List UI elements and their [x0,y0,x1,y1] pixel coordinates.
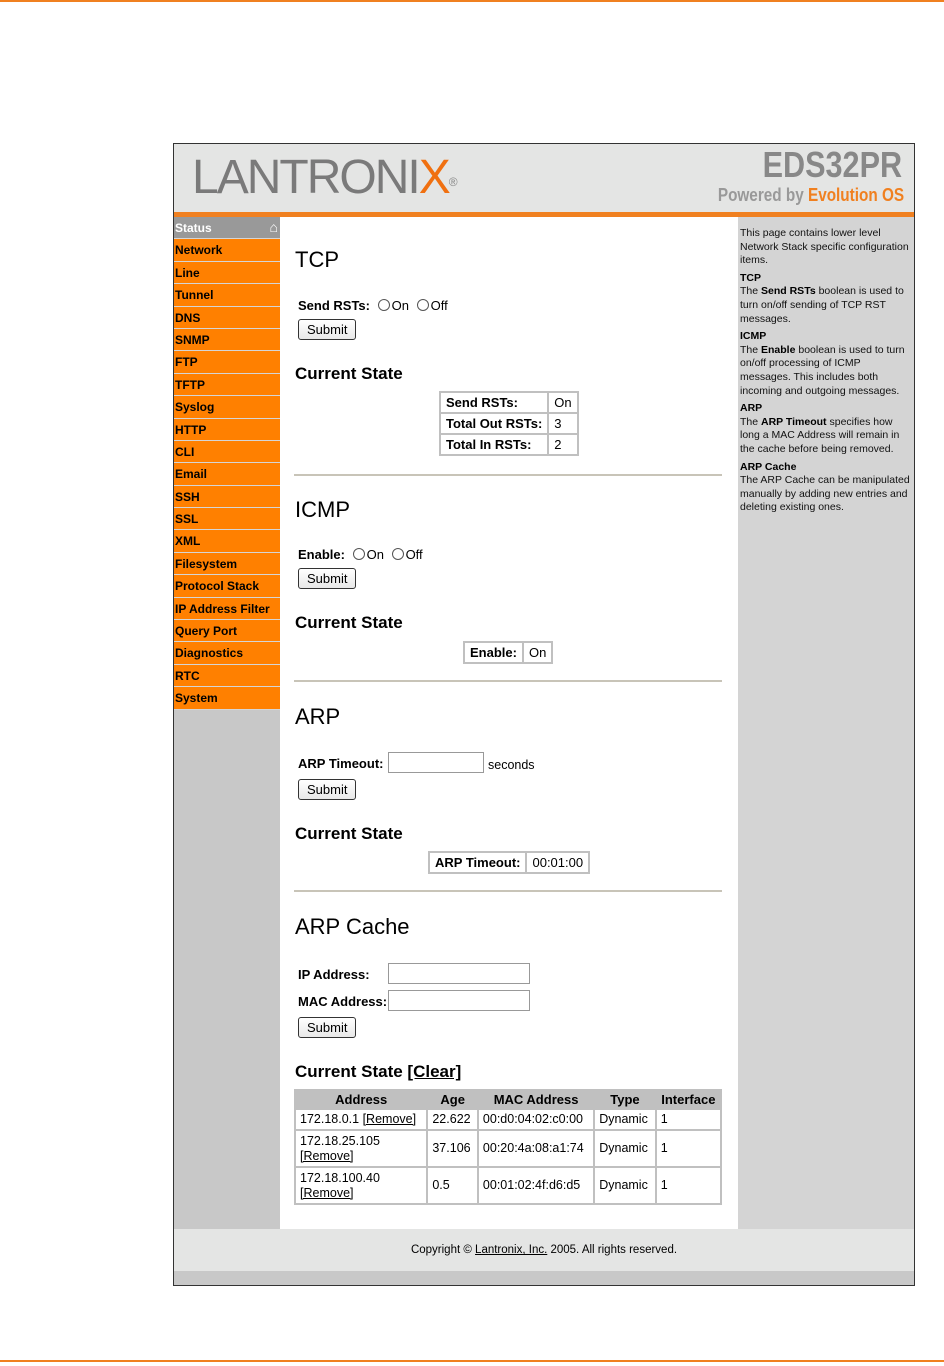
arp-submit-button[interactable]: Submit [298,779,356,800]
bottom-rule [0,1360,944,1362]
state-value: 3 [549,414,576,433]
column-header: Interface [657,1091,720,1108]
column-header: Address [296,1091,426,1108]
table-row [296,1168,720,1203]
sidebar-item-label: Protocol Stack [175,579,260,594]
sidebar-item-ssh[interactable] [174,486,280,508]
remove-link[interactable]: [Remove] [362,1112,417,1126]
divider [294,474,722,476]
state-value: 2 [549,435,576,454]
enable-on-radio[interactable] [353,548,365,560]
state-value: On [549,393,576,412]
sidebar-item-label: Query Port [175,624,238,639]
table-header [296,1091,720,1108]
arp-cache-table [294,1089,722,1205]
address-cell: 172.18.25.105 [Remove] [296,1131,426,1166]
main-content [280,217,738,1229]
column-header: MAC Address [479,1091,593,1108]
icmp-submit-button[interactable]: Submit [298,568,356,589]
sidebar-item-label: HTTP [175,422,207,437]
sidebar-item-filesystem[interactable] [174,553,280,575]
cell: Dynamic [595,1168,654,1203]
icmp-current-state-title: Current State [295,613,403,632]
arp-state-table [428,851,590,874]
cell: 00:01:02:4f:d6:d5 [479,1168,593,1203]
sidebar-item-dns[interactable] [174,307,280,329]
sidebar-item-ftp[interactable] [174,351,280,373]
sidebar-item-snmp[interactable] [174,329,280,351]
sidebar-item-tftp[interactable] [174,374,280,396]
sidebar-item-label: Diagnostics [175,646,244,661]
sidebar-item-label: Status [175,221,212,235]
cell: Dynamic [595,1131,654,1166]
lantronix-logo: LANTRONIX® [192,151,456,204]
tcp-current-state-title: Current State [295,364,403,383]
sidebar-item-label: Tunnel [175,288,214,303]
sidebar-item-label: SSH [175,489,200,504]
sidebar-item-line[interactable] [174,262,280,284]
sidebar-item-syslog[interactable] [174,396,280,418]
sidebar-item-label: Network [175,243,223,258]
state-value: 00:01:00 [527,853,588,872]
sidebar-item-query-port[interactable] [174,620,280,642]
cell: 00:d0:04:02:c0:00 [479,1110,593,1129]
sidebar-item-network[interactable] [174,239,280,261]
footer: Copyright © Lantronix, Inc. 2005. All rights reserved. [174,1229,914,1271]
column-header: Age [428,1091,477,1108]
mac-address-input[interactable] [388,990,530,1011]
sidebar-item-label: SSL [175,512,199,527]
state-label: Enable: [465,643,522,662]
sidebar-item-label: IP Address Filter [175,601,270,616]
help-section: ARP Cache The ARP Cache can be manipulated manually by adding new entries and deleting existing ones. [740,460,910,514]
browser-page [173,143,915,1286]
cell: 22.622 [428,1110,477,1129]
help-section: TCP The Send RSTs boolean is used to turn on/off sending of TCP RST messages. [740,271,904,325]
enable-field: Enable: On Off [298,547,423,562]
sidebar-item-system[interactable] [174,687,280,709]
sidebar-item-label: System [175,691,218,706]
table-row [441,393,577,412]
sidebar-item-email[interactable] [174,463,280,485]
sidebar-item-label: Email [175,467,208,482]
sidebar-item-label: Syslog [175,400,215,415]
sidebar-item-label: DNS [175,310,201,325]
ip-address-label: IP Address: [298,967,370,982]
enable-off-radio[interactable] [392,548,404,560]
sidebar-item-label: XML [175,534,201,549]
arp-timeout-input[interactable] [388,752,484,773]
sidebar-item-diagnostics[interactable] [174,642,280,664]
clear-link[interactable]: [Clear] [407,1062,462,1081]
send-rsts-off-radio[interactable] [417,299,429,311]
divider [294,680,722,682]
tcp-submit-button[interactable]: Submit [298,319,356,340]
sidebar-item-label: TFTP [175,377,205,392]
state-label: ARP Timeout: [430,853,525,872]
icmp-state-table [463,641,553,664]
cell: 0.5 [428,1168,477,1203]
device-model: EDS32PR [762,144,902,185]
state-label: Total Out RSTs: [441,414,547,433]
header [174,144,914,212]
sidebar-item-tunnel[interactable] [174,284,280,306]
arp-cache-submit-button[interactable]: Submit [298,1017,356,1038]
cell: 1 [657,1131,720,1166]
arp-current-state-title: Current State [295,824,403,843]
sidebar-item-label: RTC [175,668,200,683]
table-row [441,435,577,454]
home-icon[interactable]: ⌂ [269,219,278,235]
icmp-title: ICMP [295,497,350,522]
arp-timeout-label: ARP Timeout: [298,756,384,771]
sidebar-item-label: SNMP [175,332,210,347]
sidebar-item-xml[interactable] [174,530,280,552]
state-value: On [524,643,551,662]
sidebar-item-protocol-stack[interactable] [174,575,280,597]
arp-title: ARP [295,704,341,729]
table-row [430,853,588,872]
powered-by: Powered by Evolution OS [717,185,904,205]
sidebar-item-label: FTP [175,355,198,370]
help-panel [738,217,914,1229]
mac-address-label: MAC Address: [298,994,388,1009]
top-rule [0,0,944,2]
lantronix-link[interactable]: Lantronix, Inc. [475,1244,548,1256]
cell: 1 [657,1168,720,1203]
remove-link[interactable]: [Remove] [300,1148,354,1163]
sidebar-item-ssl[interactable] [174,508,280,530]
sidebar [174,217,280,710]
arp-cache-title: ARP Cache [295,914,410,939]
tcp-title: TCP [295,247,339,272]
sidebar-item-status[interactable] [174,217,280,239]
table-row [441,414,577,433]
cell: 37.106 [428,1131,477,1166]
address-cell: 172.18.0.1 [Remove] [296,1110,426,1129]
sidebar-item-label: CLI [175,444,195,459]
seconds-unit: seconds [488,758,535,772]
tcp-state-table [439,391,579,456]
sidebar-item-label: Filesystem [175,556,238,571]
column-header: Type [595,1091,654,1108]
send-rsts-on-radio[interactable] [378,299,390,311]
send-rsts-field: Send RSTs: On Off [298,298,448,313]
address-cell: 172.18.100.40 [Remove] [296,1168,426,1203]
state-label: Total In RSTs: [441,435,547,454]
cell: 00:20:4a:08:a1:74 [479,1131,593,1166]
help-section: ICMP The Enable boolean is used to turn on/off processing of ICMP messages. This includes both incoming and outgoing messages. [740,330,905,397]
help-section: ARP The ARP Timeout specifies how long a MAC Address will remain in the cache before being removed. [740,402,900,455]
ip-address-input[interactable] [388,963,530,984]
state-label: Send RSTs: [441,393,547,412]
divider [294,890,722,892]
sidebar-item-ip-address-filter[interactable] [174,598,280,620]
sidebar-item-rtc[interactable] [174,665,280,687]
remove-link[interactable]: [Remove] [300,1185,354,1200]
sidebar-item-http[interactable] [174,419,280,441]
help-intro: This page contains lower level Network Stack specific configuration items. [740,227,909,267]
table-row [296,1131,720,1166]
table-row [296,1110,720,1129]
sidebar-item-label: Line [175,265,200,280]
sidebar-item-cli[interactable] [174,441,280,463]
cell: Dynamic [595,1110,654,1129]
table-row [465,643,551,662]
cell: 1 [657,1110,720,1129]
arp-cache-current-state-title: Current State [Clear] [295,1062,462,1081]
